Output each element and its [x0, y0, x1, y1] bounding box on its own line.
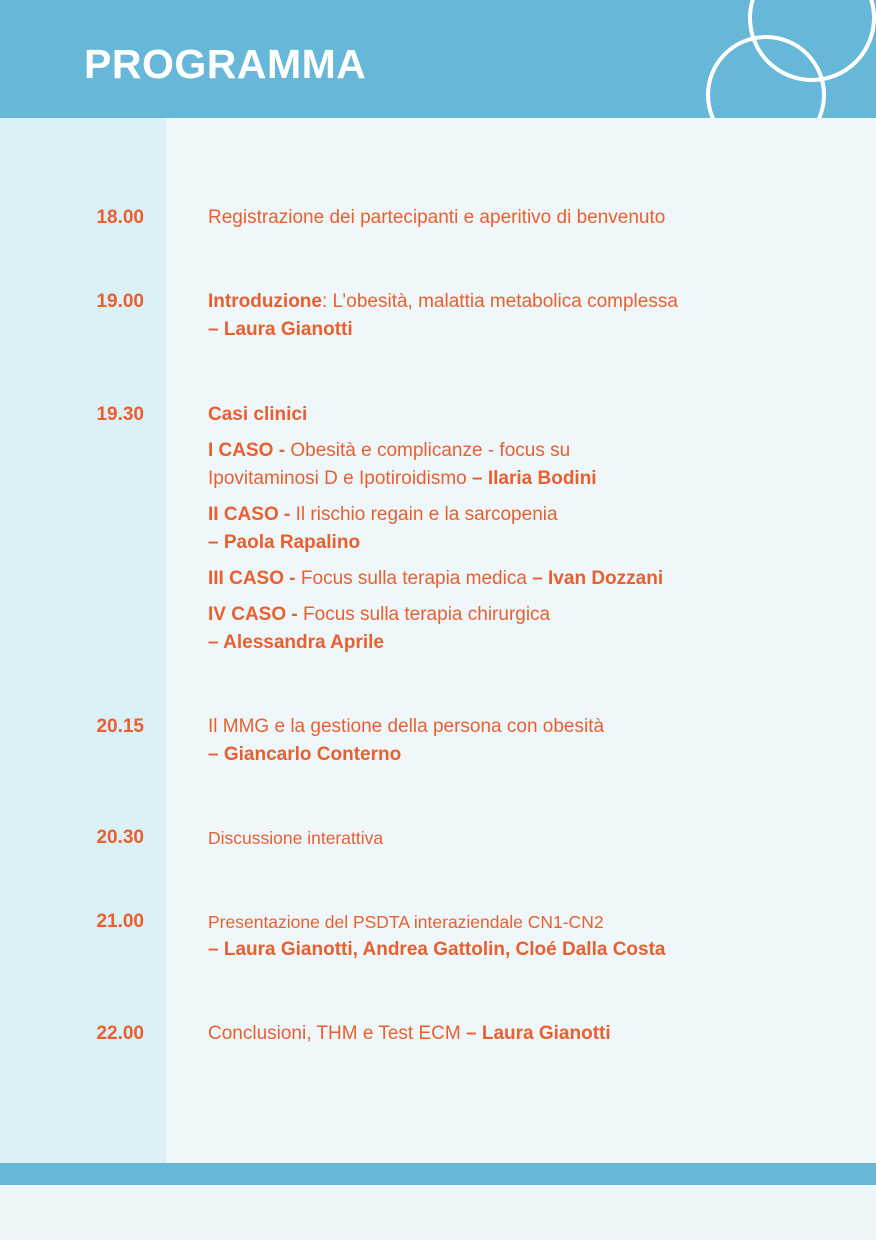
schedule-description — [208, 204, 808, 232]
schedule-speaker: – Laura Gianotti — [466, 1023, 611, 1044]
schedule-description — [208, 713, 808, 769]
schedule-description — [208, 1020, 808, 1048]
case-text: Focus sulla terapia chirurgica — [303, 604, 551, 625]
header-banner — [0, 0, 876, 118]
page-title: PROGRAMMA — [84, 41, 367, 87]
case-item — [208, 565, 808, 593]
schedule-description — [208, 824, 808, 852]
case-label: III CASO - — [208, 568, 296, 589]
schedule-time: 20.15 — [96, 716, 144, 737]
case-item — [208, 501, 808, 557]
schedule-time: 18.00 — [96, 207, 144, 228]
case-speaker: – Ivan Dozzani — [532, 568, 664, 589]
schedule-description — [208, 908, 808, 964]
case-item — [208, 437, 808, 493]
footer-band — [0, 1163, 876, 1185]
schedule-time: 20.30 — [96, 827, 144, 848]
schedule-text: Presentazione del PSDTA interaziendale CN1-CN2 — [208, 912, 604, 932]
schedule-title-bold: Introduzione — [208, 291, 322, 312]
case-text: Focus sulla terapia medica — [300, 568, 527, 589]
case-label: IV CASO - — [208, 604, 298, 625]
schedule-time: 19.00 — [96, 291, 144, 312]
footer-area — [0, 1185, 876, 1240]
schedule-text: Registrazione dei partecipanti e aperitivo di benvenuto — [208, 207, 666, 228]
case-speaker: – Alessandra Aprile — [208, 632, 385, 653]
time-column-background — [0, 118, 166, 1163]
schedule-text: Discussione interattiva — [208, 828, 384, 848]
case-text: Ipovitaminosi D e Ipotiroidismo — [208, 468, 467, 489]
case-text: Obesità e complicanze - focus su — [290, 440, 571, 461]
schedule-time: 22.00 — [96, 1023, 144, 1044]
decorative-circles-icon — [0, 0, 876, 118]
schedule-description — [208, 401, 808, 657]
schedule-description — [208, 288, 808, 344]
schedule-speaker: – Giancarlo Conterno — [208, 744, 402, 765]
schedule-title-rest: : L’obesità, malattia metabolica complessa — [321, 291, 678, 312]
schedule-heading: Casi clinici — [208, 404, 308, 425]
case-text: Il rischio regain e la sarcopenia — [295, 504, 558, 525]
schedule-text: Conclusioni, THM e Test ECM — [208, 1023, 461, 1044]
schedule-speaker: – Laura Gianotti — [208, 319, 353, 340]
case-speaker: – Ilaria Bodini — [472, 468, 597, 489]
schedule-time: 19.30 — [96, 404, 144, 425]
case-speaker: – Paola Rapalino — [208, 532, 361, 553]
case-label: I CASO - — [208, 440, 286, 461]
schedule-text: Il MMG e la gestione della persona con obesità — [208, 716, 605, 737]
case-label: II CASO - — [208, 504, 291, 525]
schedule-time: 21.00 — [96, 911, 144, 932]
case-item — [208, 601, 808, 657]
schedule-speaker: – Laura Gianotti, Andrea Gattolin, Cloé Dalla Costa — [208, 939, 666, 960]
